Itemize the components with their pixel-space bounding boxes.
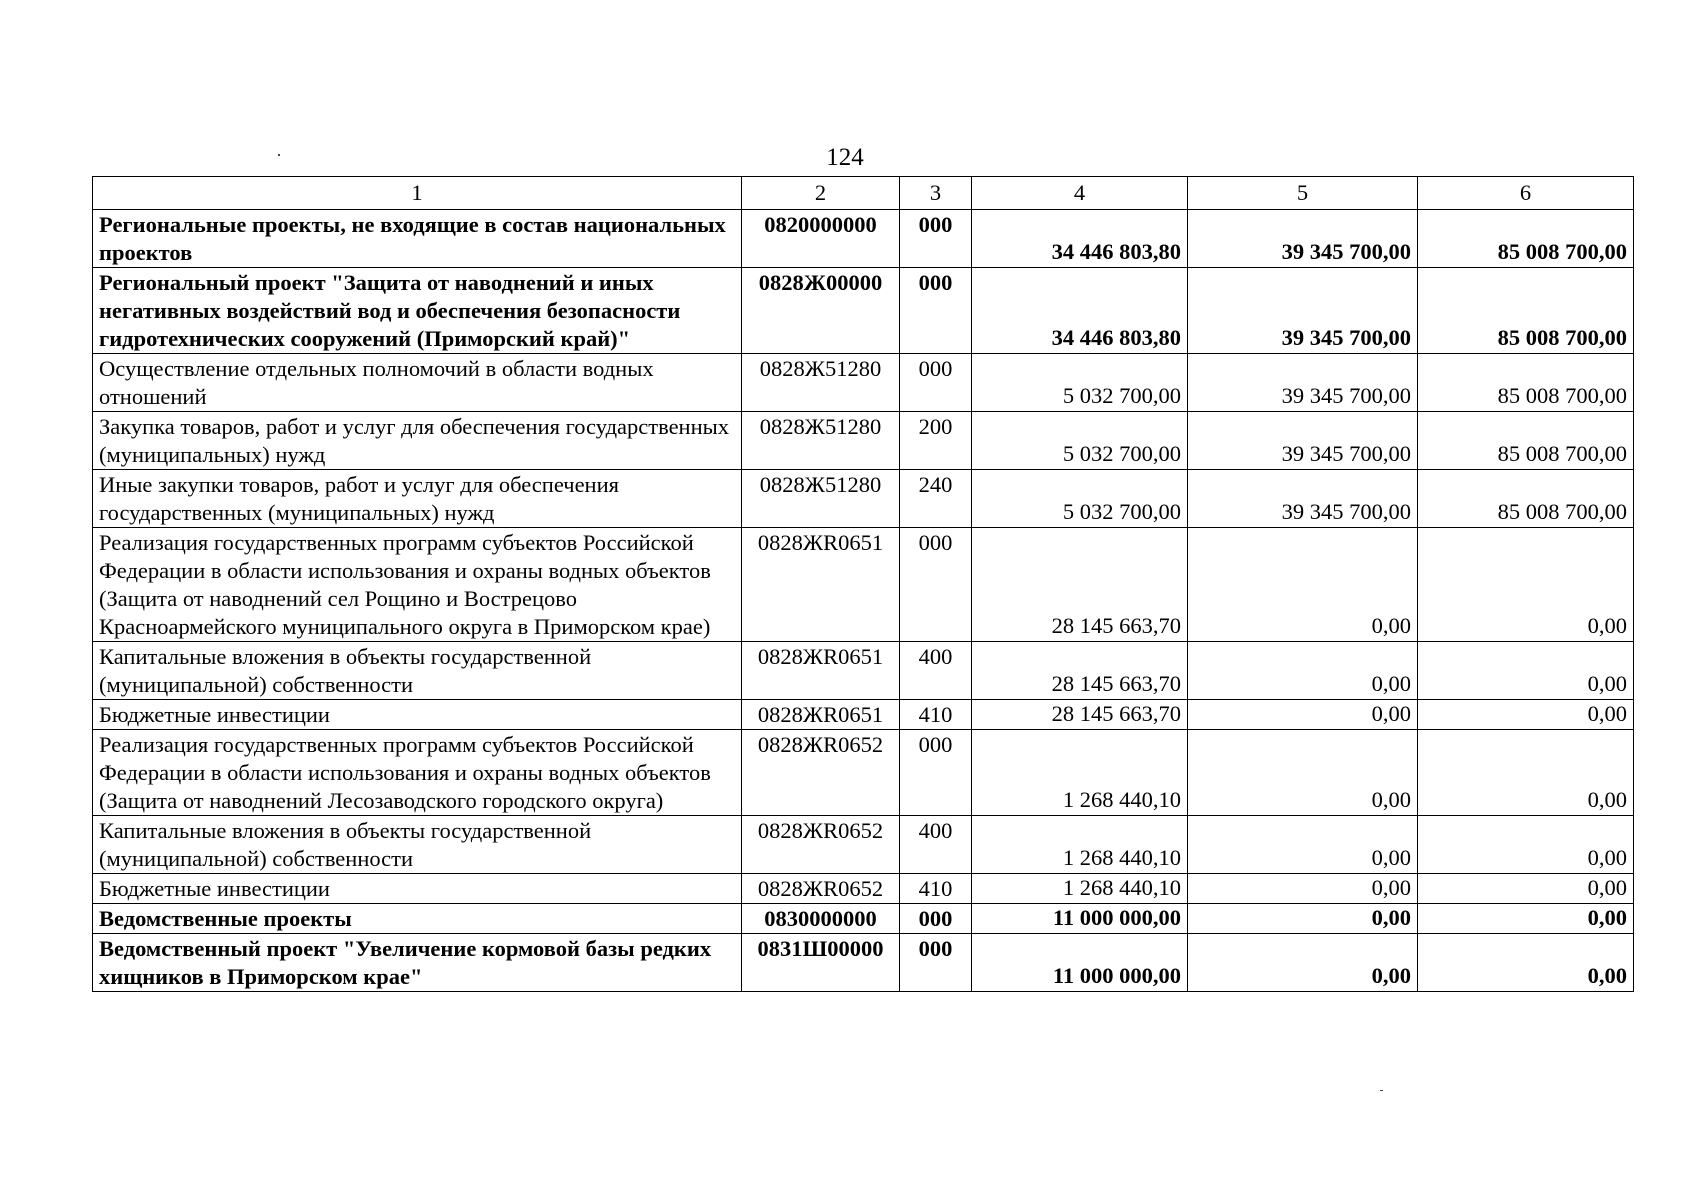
row-expense-type-cell: 240 (900, 470, 972, 528)
row-value-col5-cell: 0,00 (1188, 874, 1418, 904)
row-value-col6-cell: 0,00 (1418, 528, 1634, 642)
row-expense-type-cell: 410 (900, 700, 972, 730)
header-col-3: 3 (900, 177, 972, 210)
row-name-cell: Ведомственный проект "Увеличение кормовой базы редких хищников в Приморском крае" (93, 934, 742, 992)
row-value-col5-cell: 0,00 (1188, 642, 1418, 700)
row-value-col6-cell: 0,00 (1418, 730, 1634, 816)
row-value-col5-cell: 0,00 (1188, 700, 1418, 730)
table-row (93, 268, 1634, 354)
row-value-col6-cell: 85 008 700,00 (1418, 268, 1634, 354)
row-name-cell: Ведомственные проекты (93, 904, 742, 934)
row-code-cell: 0820000000 (742, 210, 900, 268)
row-value-col4-cell: 5 032 700,00 (972, 470, 1188, 528)
row-value-col4-cell: 11 000 000,00 (972, 904, 1188, 934)
table-row (93, 528, 1634, 642)
row-value-col6-cell: 85 008 700,00 (1418, 412, 1634, 470)
row-code-cell: 0828ЖR0651 (742, 642, 900, 700)
table-row (93, 642, 1634, 700)
row-value-col6-cell: 0,00 (1418, 874, 1634, 904)
row-code-cell: 0828Ж51280 (742, 470, 900, 528)
row-value-col4-cell: 28 145 663,70 (972, 528, 1188, 642)
scan-speck (1380, 1090, 1383, 1091)
page-number: 124 (826, 144, 864, 171)
row-expense-type-cell: 000 (900, 730, 972, 816)
row-code-cell: 0828ЖR0651 (742, 528, 900, 642)
row-value-col5-cell: 39 345 700,00 (1188, 412, 1418, 470)
row-value-col6-cell: 0,00 (1418, 934, 1634, 992)
row-value-col5-cell: 39 345 700,00 (1188, 354, 1418, 412)
row-value-col5-cell: 39 345 700,00 (1188, 268, 1418, 354)
row-value-col4-cell: 28 145 663,70 (972, 700, 1188, 730)
row-code-cell: 0828Ж00000 (742, 268, 900, 354)
row-name-cell: Осуществление отдельных полномочий в области водных отношений (93, 354, 742, 412)
row-expense-type-cell: 000 (900, 268, 972, 354)
header-col-4: 4 (972, 177, 1188, 210)
header-col-6: 6 (1418, 177, 1634, 210)
row-value-col6-cell: 0,00 (1418, 642, 1634, 700)
row-value-col4-cell: 1 268 440,10 (972, 874, 1188, 904)
row-name-cell: Бюджетные инвестиции (93, 700, 742, 730)
row-name-cell: Закупка товаров, работ и услуг для обеспечения государственных (муниципальных) нужд (93, 412, 742, 470)
row-code-cell: 0830000000 (742, 904, 900, 934)
row-value-col4-cell: 1 268 440,10 (972, 816, 1188, 874)
table-row (93, 700, 1634, 730)
row-name-cell: Реализация государственных программ субъектов Российской Федерации в области использования и охраны водных объектов (Защита от наводнений сел Рощино и Вострецово Красноармейского муниципального округа в Приморском крае) (93, 528, 742, 642)
table-row (93, 904, 1634, 934)
row-expense-type-cell: 000 (900, 354, 972, 412)
row-value-col4-cell: 5 032 700,00 (972, 354, 1188, 412)
row-expense-type-cell: 000 (900, 904, 972, 934)
row-value-col4-cell: 28 145 663,70 (972, 642, 1188, 700)
row-name-cell: Бюджетные инвестиции (93, 874, 742, 904)
table-row (93, 874, 1634, 904)
row-value-col5-cell: 0,00 (1188, 528, 1418, 642)
row-name-cell: Региональные проекты, не входящие в состав национальных проектов (93, 210, 742, 268)
row-value-col4-cell: 5 032 700,00 (972, 412, 1188, 470)
row-value-col4-cell: 11 000 000,00 (972, 934, 1188, 992)
header-col-1: 1 (93, 177, 742, 210)
row-value-col5-cell: 0,00 (1188, 934, 1418, 992)
row-code-cell: 0828ЖR0652 (742, 874, 900, 904)
row-value-col5-cell: 0,00 (1188, 816, 1418, 874)
row-name-cell: Реализация государственных программ субъектов Российской Федерации в области использования и охраны водных объектов (Защита от наводнений Лесозаводского городского округа) (93, 730, 742, 816)
budget-table (92, 176, 1634, 992)
row-name-cell: Капитальные вложения в объекты государственной (муниципальной) собственности (93, 642, 742, 700)
row-value-col5-cell: 39 345 700,00 (1188, 470, 1418, 528)
row-name-cell: Капитальные вложения в объекты государственной (муниципальной) собственности (93, 816, 742, 874)
row-expense-type-cell: 400 (900, 642, 972, 700)
row-code-cell: 0828ЖR0651 (742, 700, 900, 730)
row-expense-type-cell: 000 (900, 528, 972, 642)
row-value-col4-cell: 34 446 803,80 (972, 210, 1188, 268)
row-code-cell: 0831Ш00000 (742, 934, 900, 992)
table-row (93, 934, 1634, 992)
row-name-cell: Иные закупки товаров, работ и услуг для обеспечения государственных (муниципальных) нужд (93, 470, 742, 528)
header-row (93, 177, 1634, 210)
row-value-col6-cell: 85 008 700,00 (1418, 210, 1634, 268)
header-col-2: 2 (742, 177, 900, 210)
row-expense-type-cell: 410 (900, 874, 972, 904)
table-body (93, 210, 1634, 992)
row-expense-type-cell: 200 (900, 412, 972, 470)
row-value-col4-cell: 1 268 440,10 (972, 730, 1188, 816)
row-value-col6-cell: 85 008 700,00 (1418, 470, 1634, 528)
row-expense-type-cell: 000 (900, 934, 972, 992)
row-value-col6-cell: 85 008 700,00 (1418, 354, 1634, 412)
row-value-col5-cell: 39 345 700,00 (1188, 210, 1418, 268)
row-name-cell: Региональный проект "Защита от наводнений и иных негативных воздействий вод и обеспечения безопасности гидротехнических сооружений (Приморский край)" (93, 268, 742, 354)
row-value-col5-cell: 0,00 (1188, 730, 1418, 816)
row-expense-type-cell: 400 (900, 816, 972, 874)
row-code-cell: 0828Ж51280 (742, 354, 900, 412)
table-row (93, 730, 1634, 816)
row-code-cell: 0828Ж51280 (742, 412, 900, 470)
table-row (93, 816, 1634, 874)
row-code-cell: 0828ЖR0652 (742, 816, 900, 874)
row-value-col6-cell: 0,00 (1418, 700, 1634, 730)
table-row (93, 470, 1634, 528)
row-value-col6-cell: 0,00 (1418, 816, 1634, 874)
row-expense-type-cell: 000 (900, 210, 972, 268)
scan-speck (278, 154, 280, 156)
row-value-col4-cell: 34 446 803,80 (972, 268, 1188, 354)
table-row (93, 354, 1634, 412)
header-col-5: 5 (1188, 177, 1418, 210)
table-row (93, 412, 1634, 470)
table-row (93, 210, 1634, 268)
row-code-cell: 0828ЖR0652 (742, 730, 900, 816)
row-value-col5-cell: 0,00 (1188, 904, 1418, 934)
row-value-col6-cell: 0,00 (1418, 904, 1634, 934)
